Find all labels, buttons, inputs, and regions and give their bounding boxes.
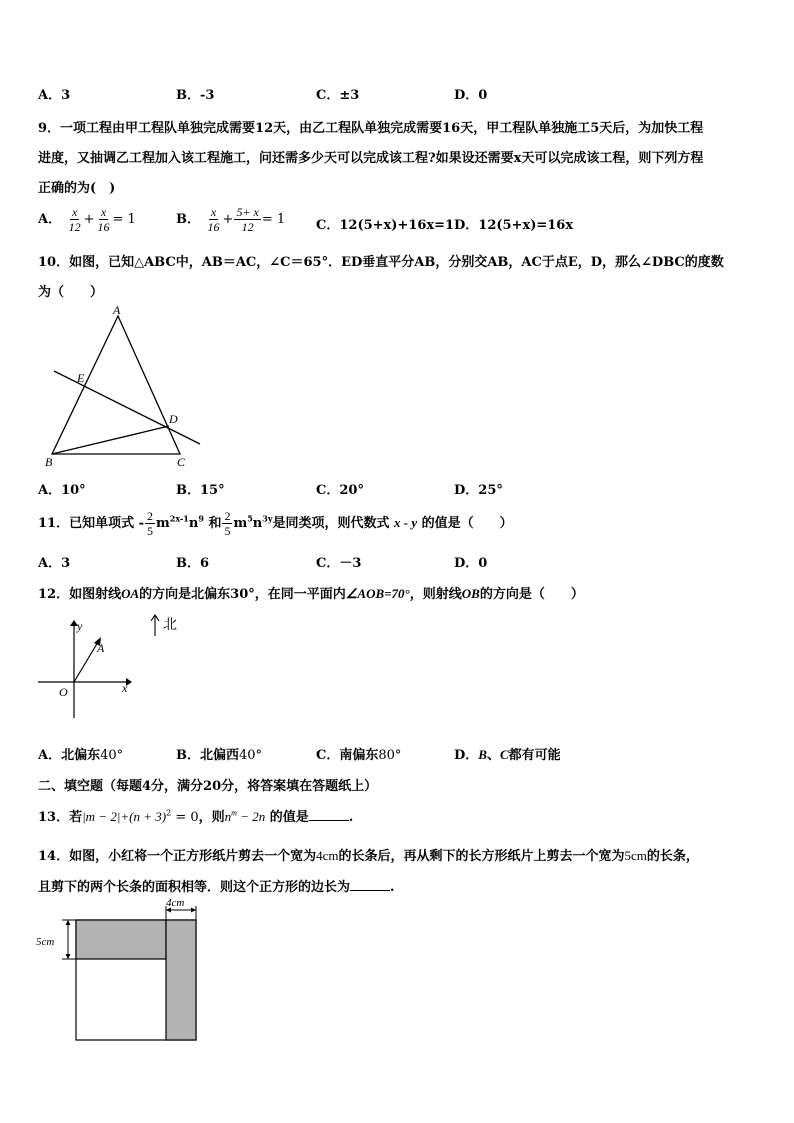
q14-width-2: 5cm xyxy=(624,848,647,863)
q9-b-f1-num: x xyxy=(210,205,217,219)
q13-equals: = 0 xyxy=(171,810,199,825)
q11-f1-den: 5 xyxy=(147,524,154,538)
dim-5cm-label: 5cm xyxy=(36,936,55,948)
axis-label-o: O xyxy=(59,685,68,699)
q9-a-f1-num: x xyxy=(71,205,78,219)
q9-option-b-label: B． xyxy=(176,212,200,227)
q11-prefix: 11．已知单项式 - xyxy=(38,516,145,531)
q9-b-plus: + xyxy=(222,212,234,227)
q12-option-b-value: 40° xyxy=(239,748,263,763)
q9-a-f1-den: 12 xyxy=(68,220,81,234)
q14-width-1: 4cm xyxy=(316,848,339,863)
q13-exponent: 2 xyxy=(166,808,172,818)
dim-4cm-label: 4cm xyxy=(166,897,185,909)
q13-mid: ，则 xyxy=(198,810,225,825)
q13-prefix: 13．若 xyxy=(38,810,83,825)
q12-option-c-value: 80° xyxy=(378,748,402,763)
q10-option-d: D．25° xyxy=(454,483,503,498)
axis-label-x: x xyxy=(122,681,128,695)
section-2-heading: 二、填空题（每题4分，满分20分，将答案填在答题纸上） xyxy=(38,779,378,794)
segment-bd xyxy=(52,426,169,454)
q12-text-d: 的方向是（ ） xyxy=(479,587,584,602)
dim-5cm-arrow-top xyxy=(66,920,71,925)
q12-option-d xyxy=(454,744,561,763)
q9-a-eq: = 1 xyxy=(112,212,136,227)
q9-b-f2-den: 12 xyxy=(241,220,254,234)
q12-option-b xyxy=(176,744,262,763)
q14-line1-b: 的长条后，再从剩下的长方形纸片上剪去一个宽为 xyxy=(338,849,625,864)
q9-a-f2-num: x xyxy=(100,205,107,219)
q13-suffix: 的值是 xyxy=(269,810,309,825)
label-e: E xyxy=(77,371,85,385)
q14-line2-a: 且剪下的两个长条的面积相等．则这个正方形的边长为 xyxy=(38,880,351,895)
q12-option-a-text: A．北偏东 xyxy=(38,748,101,763)
q9-option-a xyxy=(38,205,136,234)
q11-stem xyxy=(38,509,513,538)
q11-f2-den: 5 xyxy=(224,524,231,538)
axis-label-a: A xyxy=(97,641,105,655)
q13-expr2-base: n xyxy=(224,809,232,824)
axis-label-y: y xyxy=(77,619,83,633)
q12-option-d-c: C xyxy=(499,747,509,762)
ray-oa xyxy=(74,642,98,682)
q14-line1-a: 14．如图，小红将一个正方形纸片剪去一个宽为 xyxy=(38,849,317,864)
q12-angle: ∠AOB=70° xyxy=(345,586,410,601)
q11-expression: x - y xyxy=(394,515,418,530)
label-d: D xyxy=(169,412,178,426)
q10-option-a: A．10° xyxy=(38,483,86,498)
q9-a-fraction-1 xyxy=(67,205,83,234)
label-c: C xyxy=(177,455,186,469)
triangle-abc xyxy=(52,316,180,454)
q14-line-2 xyxy=(38,876,395,895)
q12-option-b-text: B．北偏西 xyxy=(176,748,239,763)
label-b: B xyxy=(45,455,53,469)
q11-term2-rest: n xyxy=(252,516,263,531)
q9-option-c: C．12(5+x)+16x=1 xyxy=(316,218,455,233)
dim-4cm-arrow-right xyxy=(191,908,196,913)
q13-expr2-rest: − 2n xyxy=(236,809,266,824)
q9-a-fraction-2 xyxy=(96,205,112,234)
q12-text-c: ，则射线 xyxy=(409,587,462,602)
q12-stem xyxy=(38,583,584,602)
q12-text-a: 12．如图射线 xyxy=(38,587,122,602)
question-13 xyxy=(38,806,353,825)
q12-option-d-b: B xyxy=(478,747,487,762)
q12-text-b: 的方向是北偏东30°，在同一平面内 xyxy=(139,587,346,602)
q14-line-1 xyxy=(38,845,699,864)
north-label: 北 xyxy=(163,617,177,633)
q12-oa: OA xyxy=(121,586,140,601)
q11-f2-num: 2 xyxy=(224,509,231,523)
q11-f1-num: 2 xyxy=(147,509,154,523)
q11-term2-exp: 5 xyxy=(247,513,253,524)
q9-b-fraction-1 xyxy=(206,205,222,234)
q9-option-a-label: A． xyxy=(38,212,62,227)
q8-option-b: B．-3 xyxy=(176,88,215,103)
q8-option-d: D．0 xyxy=(454,88,488,103)
label-a: A xyxy=(113,303,121,317)
q12-option-d-prefix: D． xyxy=(454,748,479,763)
q11-fraction-2 xyxy=(222,509,232,538)
q10-option-c: C．20° xyxy=(316,483,364,498)
q9-line-3: 正确的为( ) xyxy=(38,181,116,196)
strip-horizontal xyxy=(76,920,166,959)
q11-suffix: 是同类项，则代数式 xyxy=(272,516,390,531)
q9-b-eq: = 1 xyxy=(261,212,286,227)
q12-option-d-sep: 、 xyxy=(486,748,500,763)
q9-line-2: 进度，又抽调乙工程加入该工程施工，问还需多少天可以完成该工程?如果设还需要x天可以完成该工程，则下列方程 xyxy=(38,151,704,166)
q13-expr2-exp: m xyxy=(231,808,237,818)
q8-option-c: C．±3 xyxy=(316,88,360,103)
q11-term2-base: m xyxy=(233,516,248,531)
q9-a-plus: + xyxy=(83,212,95,227)
q13-answer-blank[interactable] xyxy=(309,820,349,821)
q10-triangle-figure xyxy=(36,302,216,472)
q11-option-d: D．0 xyxy=(454,556,488,571)
q11-term1-base: m xyxy=(156,516,170,531)
q11-term2-rest-exp: 3y xyxy=(262,513,273,524)
q10-option-b: B．15° xyxy=(176,483,225,498)
q10-line-2: 为（ ） xyxy=(38,285,104,300)
q12-option-c xyxy=(316,744,401,763)
q9-option-d: D．12(5+x)=16x xyxy=(454,218,574,233)
strip-vertical xyxy=(166,920,196,1040)
q11-term1-rest-exp: 9 xyxy=(198,513,204,524)
q11-term1-exp: 2x-1 xyxy=(169,513,189,524)
q12-option-a-value: 40° xyxy=(100,748,124,763)
q11-fraction-1 xyxy=(145,509,155,538)
q9-a-f2-den: 16 xyxy=(97,220,110,234)
perpendicular-bisector-ed xyxy=(54,371,200,444)
q9-option-b xyxy=(176,205,285,234)
q13-end: . xyxy=(348,810,354,825)
q9-b-f1-den: 16 xyxy=(207,220,220,234)
q12-option-c-text: C．南偏东 xyxy=(316,748,379,763)
dim-5cm-arrow-bottom xyxy=(66,954,71,959)
q14-square-figure xyxy=(30,895,205,1047)
q11-option-b: B．6 xyxy=(176,556,210,571)
q14-line1-c: 的长条， xyxy=(646,849,699,864)
q14-answer-blank[interactable] xyxy=(350,890,390,891)
q12-option-d-suffix: 都有可能 xyxy=(508,748,561,763)
q8-option-a: A．3 xyxy=(38,88,71,103)
q9-b-fraction-2 xyxy=(234,205,260,234)
q14-line2-end: . xyxy=(390,880,395,895)
q12-option-a xyxy=(38,744,123,763)
q12-ob: OB xyxy=(461,586,480,601)
q11-option-a: A．3 xyxy=(38,556,71,571)
q11-and: 和 xyxy=(208,516,222,531)
q10-line-1: 10．如图，已知△ABC中，AB＝AC，∠C＝65°．ED垂直平分AB，分别交AB，AC于点E，D，那么∠DBC的度数 xyxy=(38,255,724,270)
q11-term1-rest: n xyxy=(188,516,199,531)
q11-option-c: C．－3 xyxy=(316,556,362,571)
q9-b-f2-num: 5+ x xyxy=(236,205,259,219)
q13-expression: |m − 2|+(n + 3) xyxy=(82,809,167,824)
q9-line-1: 9．一项工程由甲工程队单独完成需要12天，由乙工程队单独完成需要16天，甲工程队单独施工5天后，为加快工程 xyxy=(38,121,704,136)
q11-suffix-2: 的值是（ ） xyxy=(421,516,513,531)
